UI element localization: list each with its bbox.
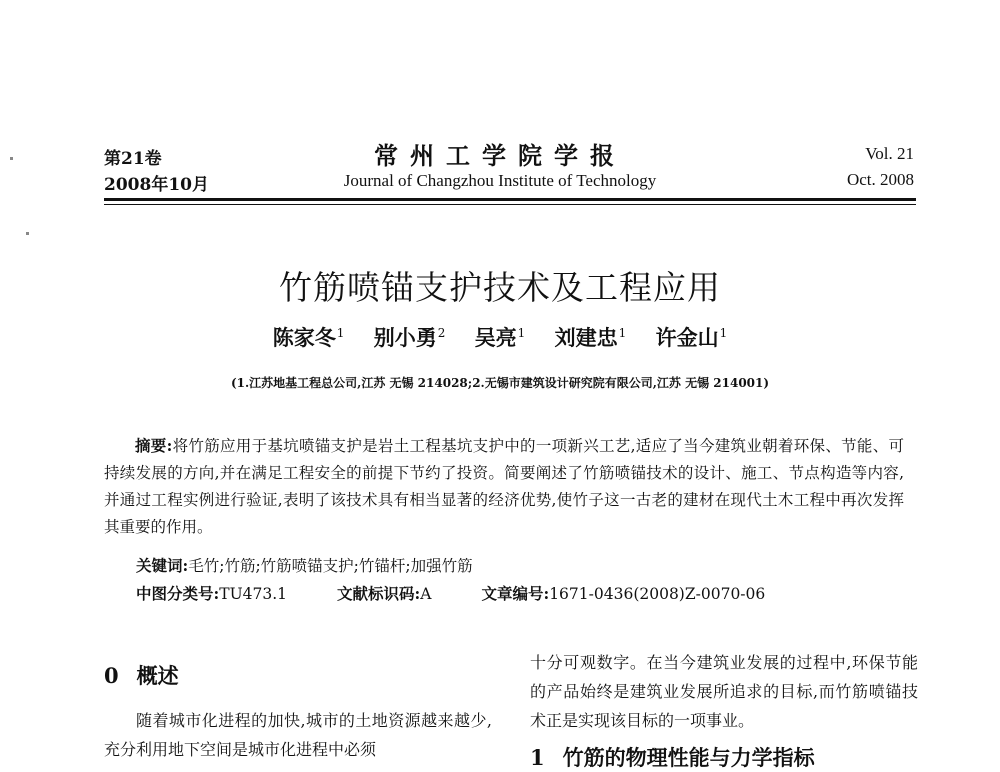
clc-value: TU473.1 xyxy=(219,585,288,603)
section-heading xyxy=(104,660,179,690)
date-en: Oct. 2008 xyxy=(846,170,914,189)
section-number: 1 xyxy=(530,745,545,770)
author-affiliation-mark: 1 xyxy=(517,326,526,340)
author-name: 吴亮 xyxy=(474,325,517,350)
scan-speck xyxy=(10,157,13,160)
volume-cn: 第21卷 xyxy=(104,149,162,169)
keywords-label: 关键词: xyxy=(136,556,189,575)
section-title: 竹筋的物理性能与力学指标 xyxy=(562,745,815,770)
author-name: 陈家冬 xyxy=(272,325,336,350)
right-column-text: 十分可观数字。在当今建筑业发展的过程中,环保节能的产品始终是建筑业发展所追求的目标,而竹筋喷锚技术正是实现该目标的一项事业。 xyxy=(530,653,918,730)
journal-title-en: Journal of Changzhou Institute of Technology xyxy=(343,171,657,190)
keywords-text: 毛竹;竹筋;竹筋喷锚支护;竹锚杆;加强竹筋 xyxy=(188,557,473,575)
section-title: 概述 xyxy=(136,663,179,688)
keywords xyxy=(136,554,473,576)
article-title: 竹筋喷锚支护技术及工程应用 xyxy=(279,268,721,307)
author-name: 许金山 xyxy=(655,325,719,350)
author-affiliation-mark: 2 xyxy=(437,326,446,340)
volume-en: Vol. 21 xyxy=(865,144,914,163)
author-list xyxy=(0,322,1000,352)
doc-code-value: A xyxy=(420,585,432,603)
header-rule-thin xyxy=(104,204,916,205)
section-number: 0 xyxy=(104,663,119,688)
clc-label: 中图分类号: xyxy=(136,584,220,603)
scan-speck xyxy=(26,232,29,235)
author xyxy=(475,325,526,350)
abstract xyxy=(104,432,904,541)
author-name: 刘建忠 xyxy=(554,325,618,350)
left-column-text: 随着城市化进程的加快,城市的土地资源越来越少,充分利用地下空间是城市化进程中必须 xyxy=(104,711,492,759)
affiliations: (1.江苏地基工程总公司,江苏 无锡 214028;2.无锡市建筑设计研究院有限公司,江苏 无锡 214001) xyxy=(230,376,770,390)
header-rule-thick xyxy=(104,198,916,201)
author-name: 别小勇 xyxy=(373,325,437,350)
author-affiliation-mark: 1 xyxy=(719,326,728,340)
author xyxy=(555,325,627,350)
author xyxy=(273,325,345,350)
date-cn: 2008年10月 xyxy=(104,175,209,195)
abstract-text: 将竹筋应用于基坑喷锚支护是岩土工程基坑支护中的一项新兴工艺,适应了当今建筑业朝着环保、节能、可持续发展的方向,并在满足工程安全的前提下节约了投资。简要阐述了竹筋喷锚技术的设计、施工、节点构造等内容,并通过工程实例进行验证,表明了该技术具有相当显著的经济优势,使竹子这一古老的建材在现代土木工程中再次发挥其重要的作用。 xyxy=(104,437,904,536)
classification-line xyxy=(136,582,765,604)
article-no-value: 1671-0436(2008)Z-0070-06 xyxy=(549,585,766,603)
author-affiliation-mark: 1 xyxy=(618,326,627,340)
section-heading xyxy=(530,742,815,772)
doc-code-label: 文献标识码: xyxy=(337,584,421,603)
author xyxy=(656,325,728,350)
author-affiliation-mark: 1 xyxy=(336,326,345,340)
abstract-label: 摘要: xyxy=(135,436,173,455)
author xyxy=(374,325,446,350)
journal-title-cn: 常州工学院学报 xyxy=(374,141,626,170)
article-no-label: 文章编号: xyxy=(481,584,550,603)
